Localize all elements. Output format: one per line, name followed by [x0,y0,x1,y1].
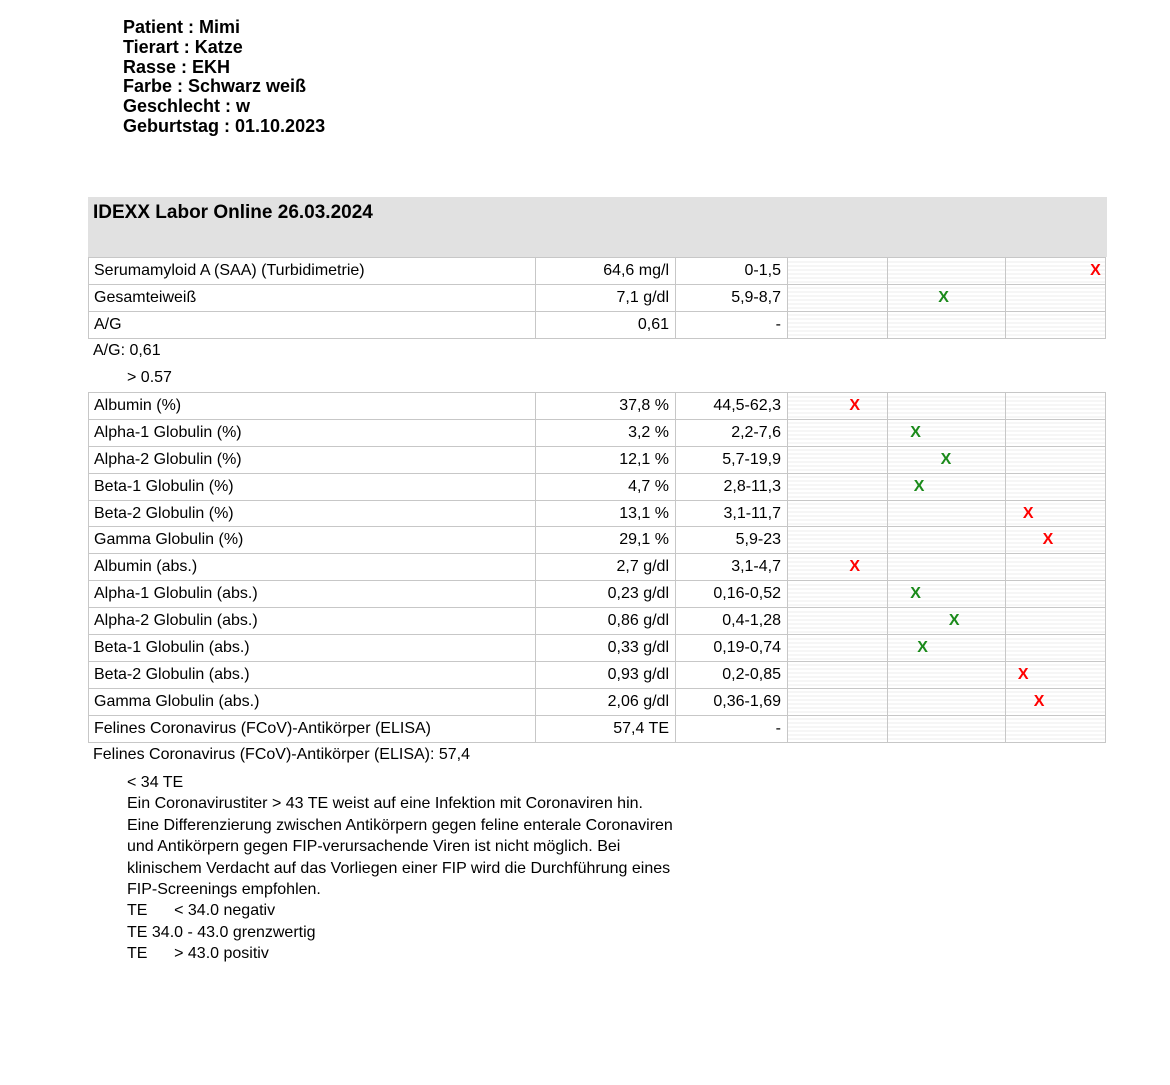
chart-zone-normal [888,446,1006,473]
result-row [89,311,1106,338]
test-name: Gesamteiweiß [89,284,536,311]
fcov-notes [127,772,673,965]
high-marker: X [1017,665,1029,683]
low-marker: X [849,397,861,414]
chart-zone-low [788,554,888,581]
test-name: Beta-2 Globulin (%) [89,500,536,527]
result-row [89,419,1106,446]
result-row [89,393,1106,420]
chart-zone-normal [888,715,1006,742]
chart-zone-normal [888,688,1006,715]
reference-range: 0,4-1,28 [676,608,788,635]
chart-zone-low [788,527,888,554]
test-value: 29,1 % [536,527,676,554]
fcov-note-line: TE < 34.0 negativ [127,902,276,920]
result-row [89,258,1106,285]
chart-zone-high [1006,258,1106,285]
test-value: 12,1 % [536,446,676,473]
reference-range: 0,36-1,69 [676,688,788,715]
result-row [89,284,1106,311]
chart-zone-normal [888,635,1006,662]
chart-zone-low [788,284,888,311]
test-value: 4,7 % [536,473,676,500]
chart-zone-low [788,473,888,500]
patient-line: Geburtstag : 01.10.2023 [123,115,326,136]
reference-range: 5,7-19,9 [676,446,788,473]
result-row [89,527,1106,554]
test-value: 0,23 g/dl [536,581,676,608]
result-row [89,661,1106,688]
chart-zone-normal [888,554,1006,581]
low-marker: X [849,558,861,576]
chart-zone-high [1006,661,1106,688]
chart-zone-high [1006,688,1106,715]
test-value: 2,06 g/dl [536,688,676,715]
chart-zone-high [1006,527,1106,554]
chart-zone-high [1006,311,1106,338]
result-row [89,688,1106,715]
chart-zone-normal [888,284,1006,311]
section-title: IDEXX Labor Online 26.03.2024 [93,202,373,223]
chart-zone-low [788,635,888,662]
chart-zone-low [788,715,888,742]
chart-zone-low [788,581,888,608]
patient-line: Tierart : Katze [123,36,243,57]
patient-line: Farbe : Schwarz weiß [123,76,307,97]
fcov-note-line: < 34 TE [127,774,184,791]
reference-range: 5,9-8,7 [676,284,788,311]
test-name: Albumin (abs.) [89,554,536,581]
patient-line: Rasse : EKH [123,56,231,77]
patient-info [123,18,325,137]
fcov-result: Felines Coronavirus (FCoV)-Antikörper (ELISA): 57,4 [93,746,471,763]
test-name: Alpha-2 Globulin (abs.) [89,608,536,635]
chart-zone-normal [888,661,1006,688]
test-value: 0,93 g/dl [536,661,676,688]
chart-zone-normal [888,527,1006,554]
fcov-note-line: FIP-Screenings empfohlen. [127,881,321,899]
test-value: 0,86 g/dl [536,608,676,635]
chart-zone-high [1006,608,1106,635]
chart-zone-high [1006,715,1106,742]
test-value: 0,33 g/dl [536,635,676,662]
test-value: 0,61 [536,311,676,338]
fcov-note-line: und Antikörpern gegen FIP-verursachende Viren ist nicht möglich. Bei [127,838,621,856]
fcov-note-line: klinischem Verdacht auf das Vorliegen einer FIP wird die Durchführung eines [127,859,671,877]
chart-zone-low [788,500,888,527]
reference-range: 0,2-0,85 [676,661,788,688]
test-value: 7,1 g/dl [536,284,676,311]
chart-zone-high [1006,635,1106,662]
chart-zone-normal [888,581,1006,608]
chart-zone-normal [888,500,1006,527]
chart-zone-low [788,661,888,688]
normal-marker: X [917,639,928,657]
result-row [89,554,1106,581]
reference-range: 44,5-62,3 [676,393,788,420]
test-name: Alpha-2 Globulin (%) [89,446,536,473]
chart-zone-low [788,311,888,338]
test-name: Alpha-1 Globulin (abs.) [89,581,536,608]
result-row [89,581,1106,608]
reference-range: 0,19-0,74 [676,635,788,662]
result-row [89,635,1106,662]
fcov-note-line: TE > 43.0 positiv [127,945,269,963]
chart-zone-high [1006,393,1106,420]
result-row [89,500,1106,527]
test-value: 13,1 % [536,500,676,527]
ag-note-line1: A/G: 0,61 [93,342,161,359]
high-marker: X [1090,262,1101,279]
normal-marker: X [913,477,925,495]
high-marker: X [1042,531,1054,549]
fcov-note-line: TE 34.0 - 43.0 grenzwertig [127,923,316,941]
result-row [89,608,1106,635]
high-marker: X [1022,504,1034,522]
chart-zone-normal [888,608,1006,635]
test-name: Beta-2 Globulin (abs.) [89,661,536,688]
section-header [88,197,1107,257]
reference-range: 2,2-7,6 [676,419,788,446]
chart-zone-normal [888,258,1006,285]
result-row [89,446,1106,473]
reference-range: 0-1,5 [676,258,788,285]
test-value: 57,4 TE [536,715,676,742]
chart-zone-low [788,688,888,715]
ag-note-line2: > 0.57 [127,369,172,386]
test-value: 37,8 % [536,393,676,420]
chart-zone-low [788,608,888,635]
normal-marker: X [938,288,949,306]
test-name: Beta-1 Globulin (%) [89,473,536,500]
test-name: Serumamyloid A (SAA) (Turbidimetrie) [89,258,536,285]
patient-line: Geschlecht : w [123,96,251,117]
high-marker: X [1033,692,1045,710]
reference-range: 2,8-11,3 [676,473,788,500]
reference-range: 0,16-0,52 [676,581,788,608]
result-row [89,473,1106,500]
normal-marker: X [910,585,921,603]
reference-range: 5,9-23 [676,527,788,554]
chart-zone-high [1006,419,1106,446]
fcov-note-line: Ein Coronavirustiter > 43 TE weist auf eine Infektion mit Coronaviren hin. [127,795,643,813]
test-name: Felines Coronavirus (FCoV)-Antikörper (ELISA) [89,715,536,742]
chart-zone-high [1006,581,1106,608]
chart-zone-normal [888,419,1006,446]
test-name: Gamma Globulin (%) [89,527,536,554]
chart-zone-high [1006,554,1106,581]
test-name: Beta-1 Globulin (abs.) [89,635,536,662]
test-name: Gamma Globulin (abs.) [89,688,536,715]
test-name: Albumin (%) [89,393,536,420]
chart-zone-low [788,419,888,446]
chart-zone-low [788,446,888,473]
test-value: 64,6 mg/l [536,258,676,285]
result-row [89,715,1106,742]
results-table-electrophoresis [88,392,1106,743]
fcov-note-line: Eine Differenzierung zwischen Antikörpern gegen feline enterale Coronaviren [127,816,673,834]
normal-marker: X [948,612,960,630]
test-name: Alpha-1 Globulin (%) [89,419,536,446]
chart-zone-high [1006,500,1106,527]
patient-line: Patient : Mimi [123,17,241,37]
results-table-protein [88,257,1106,339]
chart-zone-low [788,393,888,420]
chart-zone-normal [888,393,1006,420]
chart-zone-high [1006,473,1106,500]
normal-marker: X [910,423,921,441]
reference-range: - [676,311,788,338]
chart-zone-normal [888,473,1006,500]
reference-range: - [676,715,788,742]
test-name: A/G [89,311,536,338]
chart-zone-high [1006,284,1106,311]
chart-zone-normal [888,311,1006,338]
reference-range: 3,1-11,7 [676,500,788,527]
normal-marker: X [940,450,952,468]
chart-zone-high [1006,446,1106,473]
test-value: 2,7 g/dl [536,554,676,581]
reference-range: 3,1-4,7 [676,554,788,581]
chart-zone-low [788,258,888,285]
test-value: 3,2 % [536,419,676,446]
